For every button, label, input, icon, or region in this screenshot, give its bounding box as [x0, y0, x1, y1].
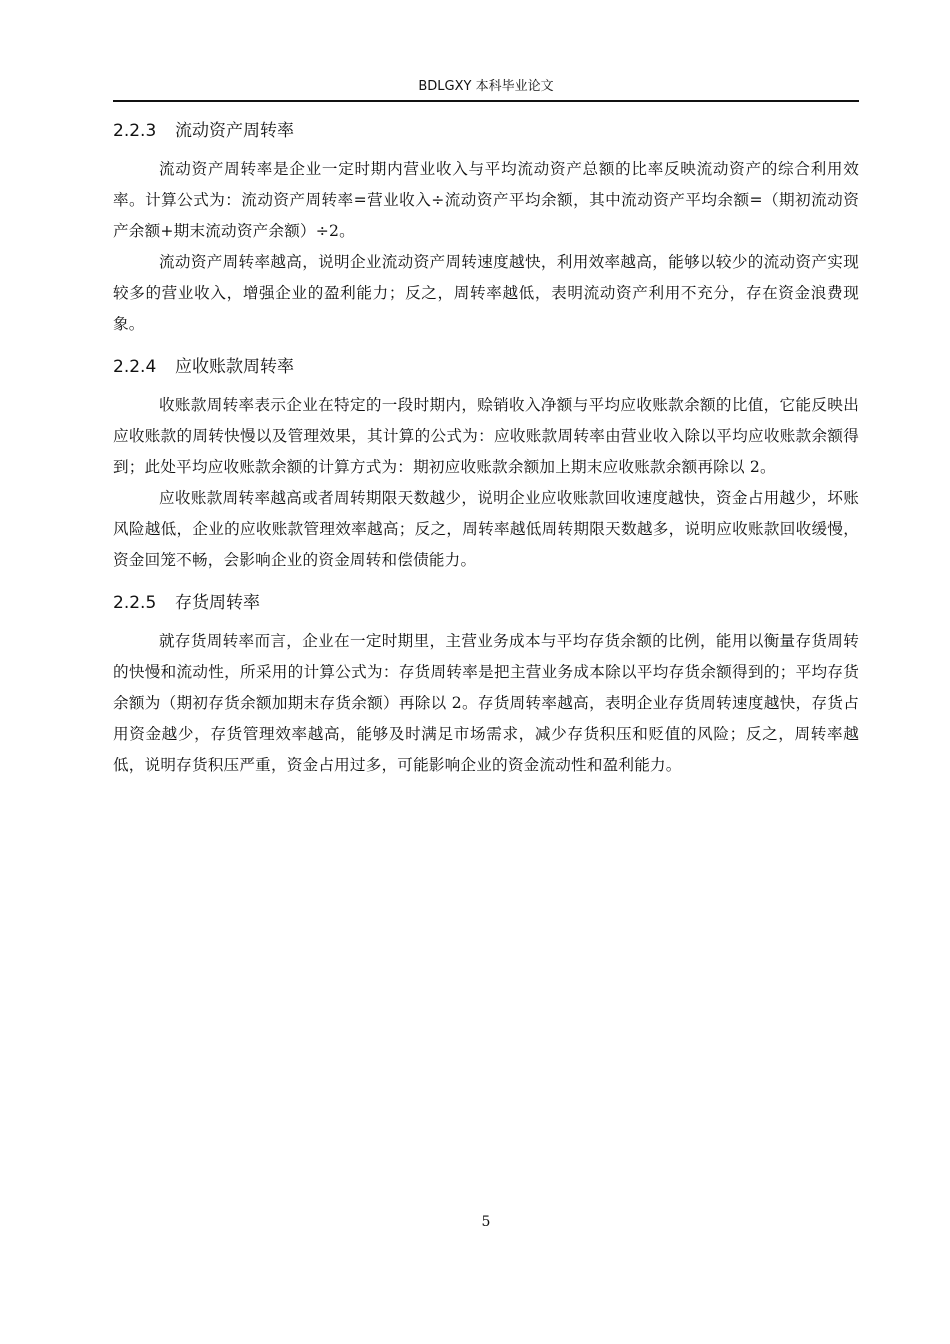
section-heading: [113, 118, 859, 144]
section-title: 应收账款周转率: [175, 357, 294, 377]
section-number: 2.2.5: [113, 593, 157, 613]
page-number: 5: [481, 1214, 491, 1230]
section-2-2-5: [113, 590, 859, 781]
header-rule: [113, 100, 859, 102]
section-heading: [113, 354, 859, 380]
paragraph: 流动资产周转率是企业一定时期内营业收入与平均流动资产总额的比率反映流动资产的综合利用效率。计算公式为：流动资产周转率=营业收入÷流动资产平均余额，其中流动资产平均余额=（期初流动资产余额+期末流动资产余额）÷2。: [113, 160, 859, 240]
section-heading: [113, 590, 859, 616]
paragraph: 收账款周转率表示企业在特定的一段时期内，赊销收入净额与平均应收账款余额的比值，它能反映出应收账款的周转快慢以及管理效果，其计算的公式为：应收账款周转率由营业收入除以平均应收账款余额得到；此处平均应收账款余额的计算方式为：期初应收账款余额加上期末应收账款余额再除以 2。: [113, 396, 859, 476]
section-number: 2.2.4: [113, 357, 157, 377]
paragraph: 应收账款周转率越高或者周转期限天数越少，说明企业应收账款回收速度越快，资金占用越少，坏账风险越低，企业的应收账款管理效率越高；反之，周转率越低周转期限天数越多，说明应收账款回收缓慢，资金回笼不畅，会影响企业的资金周转和偿债能力。: [113, 489, 859, 569]
running-header: BDLGXY 本科毕业论文: [418, 79, 554, 94]
page-body: [113, 118, 859, 795]
section-number: 2.2.3: [113, 121, 157, 141]
section-2-2-4: [113, 354, 859, 576]
paragraph: 就存货周转率而言，企业在一定时期里，主营业务成本与平均存货余额的比例，能用以衡量存货周转的快慢和流动性，所采用的计算公式为：存货周转率是把主营业务成本除以平均存货余额得到的；平均存货余额为（期初存货余额加期末存货余额）再除以 2。存货周转率越高，表明企业存货周转速度越快，存货占用资金越少，存货管理效率越高，能够及时满足市场需求，减少存货积压和贬值的风险；反之，周转率越低，说明存货积压严重，资金占用过多，可能影响企业的资金流动性和盈利能力。: [113, 632, 859, 774]
section-2-2-3: [113, 118, 859, 340]
section-title: 流动资产周转率: [175, 121, 294, 141]
section-title: 存货周转率: [175, 593, 260, 613]
paragraph: 流动资产周转率越高，说明企业流动资产周转速度越快，利用效率越高，能够以较少的流动资产实现较多的营业收入，增强企业的盈利能力；反之，周转率越低，表明流动资产利用不充分，存在资金浪费现象。: [113, 253, 859, 333]
